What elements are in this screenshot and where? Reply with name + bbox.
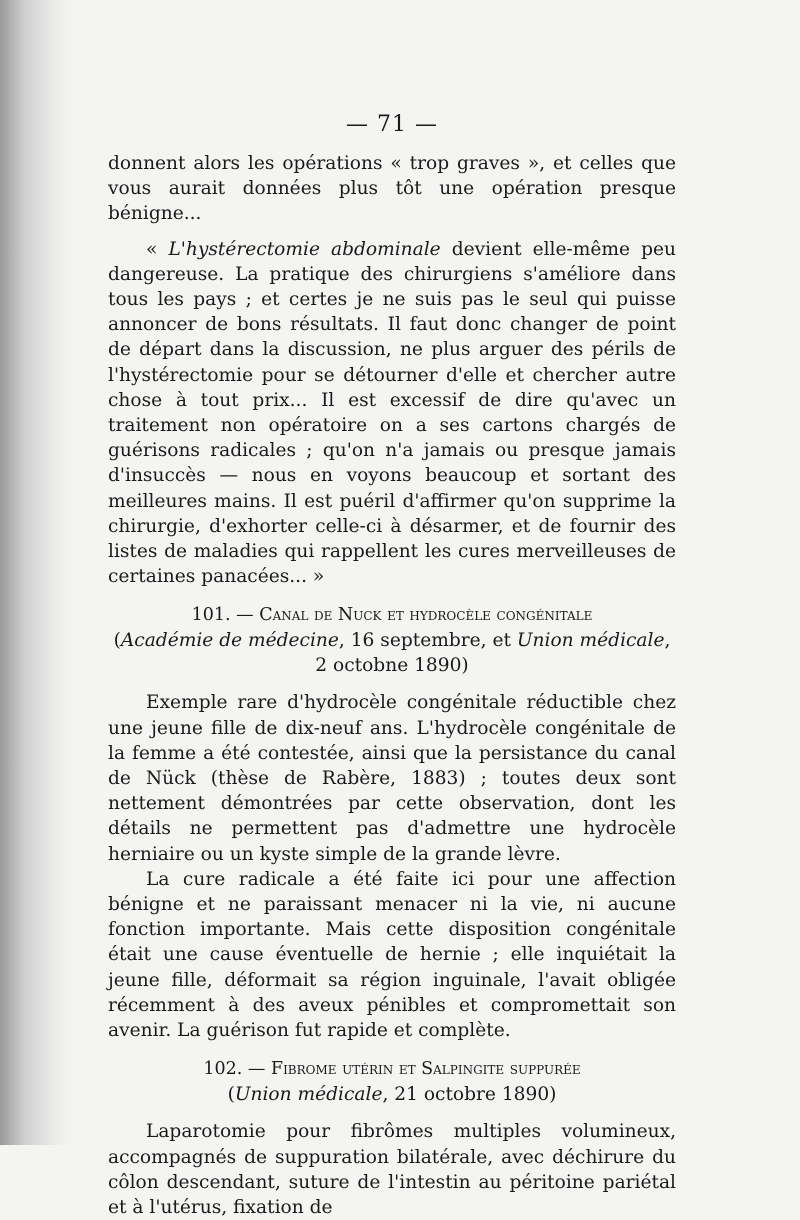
section-title: Canal de Nuck et hydrocèle congénitale: [259, 605, 593, 626]
section-101-reference: [108, 628, 676, 653]
page-number: — 71 —: [346, 112, 438, 137]
document-page: [108, 112, 676, 1220]
quote-open: «: [146, 238, 169, 260]
section-101-heading: [108, 603, 676, 628]
journal-name: Union médicale: [516, 630, 665, 652]
section-101-date: 2 octobne 1890): [315, 655, 469, 677]
section-title: Fibrome utérin et Salpingite suppurée: [270, 1059, 581, 1080]
ref-date: , 21 octobre 1890): [382, 1084, 557, 1106]
page-edge-shadow: [0, 0, 70, 1145]
section-number: 102.: [203, 1059, 243, 1080]
section-number: 101.: [191, 605, 231, 626]
section-102-paragraph: Laparotomie pour fibrômes multiples volumineux, accompagnés de suppuration bilatérale, avec déchirure du côlon descendant, suture de l'intestin au péritoine pariétal et à l'utérus, fixation de: [108, 1121, 676, 1218]
journal-name: Union médicale: [234, 1084, 383, 1106]
ref-paren: (: [227, 1084, 235, 1106]
section-102-reference: [108, 1082, 676, 1107]
journal-name: Académie de médecine: [120, 630, 339, 652]
section-102-heading: [108, 1057, 676, 1082]
ref-comma: ,: [664, 630, 671, 652]
quote-body: devient elle-même peu dangereuse. La pratique des chirurgiens s'améliore dans tous les pays ; et certes je ne suis pas le seul qui puisse annoncer de bons résultats. Il faut donc changer de point de départ dans la discussion, ne plus arguer des périls de l'hystérectomie pour se détourner d'elle et chercher autre chose à tout prix... Il est excessif de dire qu'avec un traitement non opératoire on a ses cartons chargés de guérisons radicales ; qu'on n'a jamais ou presque jamais d'insuccès — nous en voyons beaucoup et sortant des meilleures mains. Il est puéril d'affirmer qu'on supprime la chirurgie, d'exhorter celle-ci à désarmer, et de fournir des listes de maladies qui rappellent les cures merveilleuses de certaines panacées... »: [108, 238, 676, 588]
paragraph-quote: [108, 237, 676, 590]
section-dash: —: [242, 1059, 271, 1080]
ref-text: , 16 septembre, et: [338, 630, 517, 652]
section-dash: —: [230, 605, 260, 626]
italic-term: L'hystérectomie abdominale: [168, 238, 441, 260]
section-101-paragraph: La cure radicale a été faite ici pour une affection bénigne et ne paraissant menacer ni la vie, ni aucune fonction importante. Mais cette disposition congénitale était une cause éventuelle de hernie ; elle inquiétait la jeune fille, déformait sa région inguinale, l'avait obligée récemment à des aveux pénibles et compromettait son avenir. La guérison fut rapide et complète.: [108, 868, 676, 1042]
paragraph-continuation: donnent alors les opérations « trop graves », et celles que vous aurait données plus tôt une opération presque bénigne...: [108, 153, 676, 225]
section-101-paragraph: Exemple rare d'hydrocèle congénitale réductible chez une jeune fille de dix-neuf ans. L'hydrocèle congénitale de la femme a été contestée, ainsi que la persistance du canal de Nück (thèse de Rabère, 1883) ; toutes deux sont nettement démontrées par cette observation, dont les détails ne permettent pas d'admettre une hydrocèle herniaire ou un kyste simple de la grande lèvre.: [108, 692, 676, 865]
ref-paren: (: [113, 630, 121, 652]
